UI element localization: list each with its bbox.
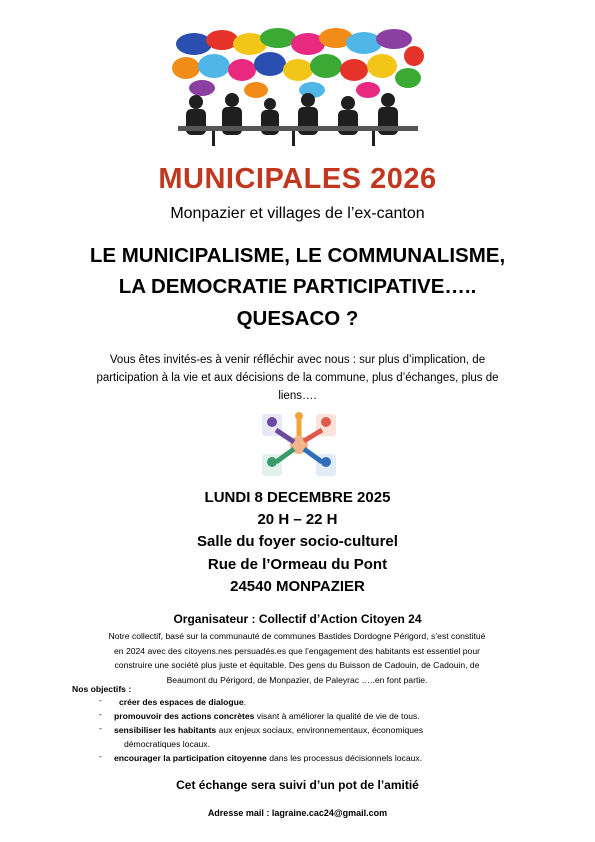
event-date: LUNDI 8 DECEMBRE 2025 bbox=[204, 489, 391, 506]
description-line: en 2024 avec des citoyens.nes persuadés.es que l’engagement des habitants est essentiel pour bbox=[114, 645, 480, 656]
objective-emphasis: créer des espaces de dialogue bbox=[119, 697, 244, 707]
description-line: Beaumont du Périgord, de Monpazier, de Paleyrac …..en font partie. bbox=[166, 674, 428, 685]
page-title: MUNICIPALES 2026 bbox=[158, 163, 437, 195]
objective-emphasis: sensibiliser les habitants bbox=[114, 725, 217, 735]
objective-text: . bbox=[243, 697, 247, 707]
description-line: Notre collectif, basé sur la communauté de communes Bastides Dordogne Périgord, s’est constitué bbox=[108, 631, 486, 641]
objective-text: aux enjeux sociaux, environnementaux, économiques bbox=[216, 725, 424, 735]
speech-bubbles-meeting-illustration bbox=[172, 26, 424, 148]
headline-line-1: LE MUNICIPALISME, LE COMMUNALISME, bbox=[89, 244, 506, 267]
collective-description bbox=[68, 629, 526, 687]
list-bullet: - bbox=[99, 751, 102, 761]
event-venue: Salle du foyer socio-culturel bbox=[197, 533, 398, 550]
objective-item bbox=[114, 751, 422, 765]
event-time: 20 H – 22 H bbox=[257, 511, 338, 528]
objective-text: visant à améliorer la qualité de vie de tous. bbox=[254, 711, 420, 721]
closing-note: Cet échange sera suivi d’un pot de l’amitié bbox=[176, 778, 419, 792]
objective-text-continued: démocratiques locaux. bbox=[124, 739, 210, 749]
description-line: construire une société plus juste et équitable. Des gens du Buisson de Cadouin, de Cadouin, de bbox=[114, 660, 480, 670]
objectives-heading: Nos objectifs : bbox=[72, 684, 132, 694]
headline-line-3: QUESACO ? bbox=[236, 307, 359, 330]
headline-line-2: LA DEMOCRATIE PARTICIPATIVE….. bbox=[118, 275, 477, 298]
list-bullet: - bbox=[99, 723, 102, 733]
intro-line: Vous êtes invités-es à venir réfléchir avec nous : sur plus d’implication, de bbox=[109, 354, 486, 366]
objective-item bbox=[119, 695, 246, 709]
event-city: 24540 MONPAZIER bbox=[230, 578, 365, 595]
meeting-silhouettes bbox=[178, 93, 418, 146]
list-bullet: - bbox=[99, 709, 102, 719]
page-subtitle: Monpazier et villages de l’ex-canton bbox=[170, 205, 425, 222]
objective-text: dans les processus décisionnels locaux. bbox=[266, 753, 423, 763]
event-street: Rue de l’Ormeau du Pont bbox=[207, 556, 388, 573]
intro-line: liens…. bbox=[278, 390, 317, 402]
organizer-heading: Organisateur : Collectif d’Action Citoyen 24 bbox=[173, 612, 422, 626]
contact-email: Adresse mail : lagraine.cac24@gmail.com bbox=[207, 808, 388, 818]
objective-emphasis: encourager la participation citoyenne bbox=[114, 753, 267, 763]
objective-item bbox=[114, 723, 534, 751]
speech-bubbles bbox=[172, 28, 424, 98]
list-bullet: - bbox=[99, 695, 102, 705]
objective-item bbox=[114, 709, 420, 723]
objective-emphasis: promouvoir des actions concrètes bbox=[114, 711, 255, 721]
hands-joined-people-illustration bbox=[258, 410, 340, 480]
intro-paragraph bbox=[60, 351, 535, 405]
intro-line: participation à la vie et aux décisions de la commune, plus d’échanges, plus de bbox=[96, 372, 499, 384]
